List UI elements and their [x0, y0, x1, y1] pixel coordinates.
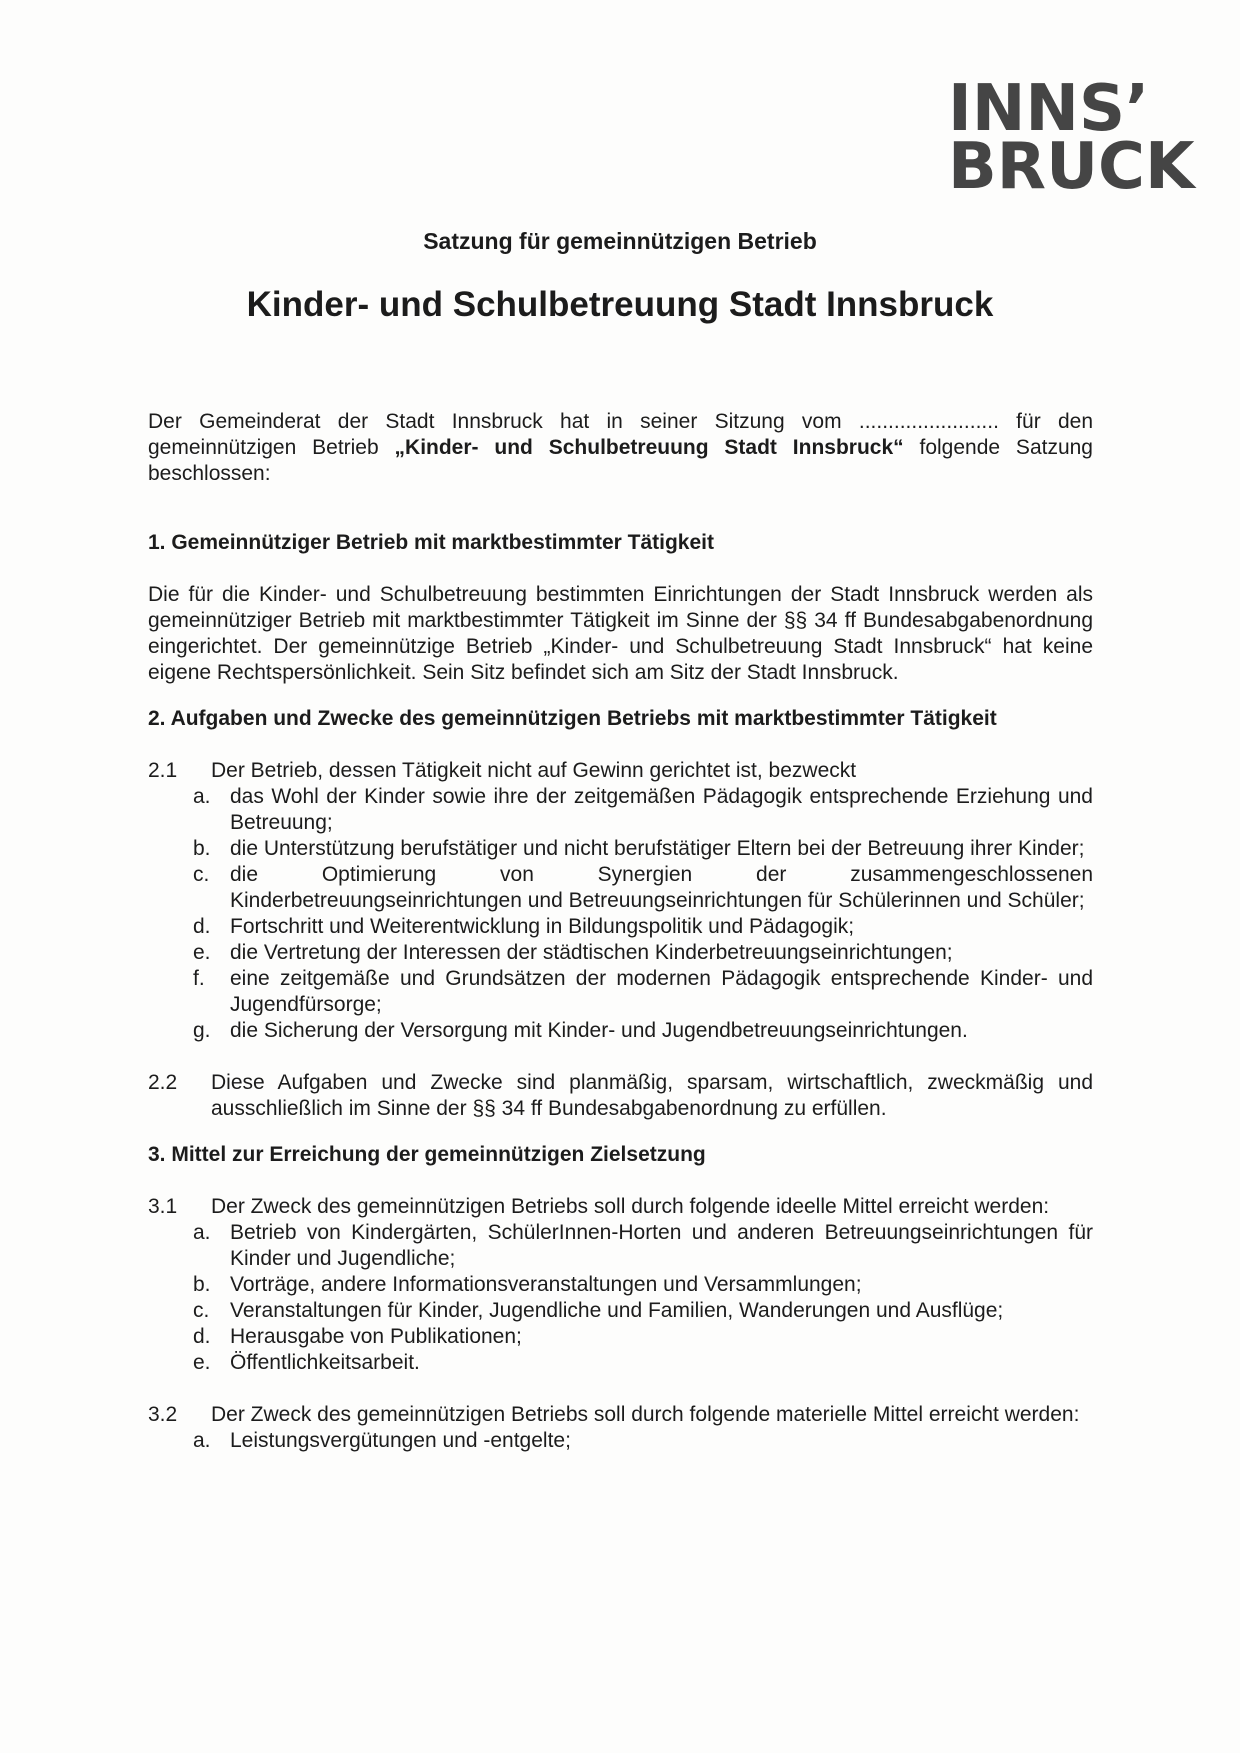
section-3-2-list — [148, 1428, 1093, 1454]
intro-text-2: folgende Satzung beschlossen: — [148, 436, 1093, 485]
list-item-text: Vorträge, andere Informationsveranstaltungen und Versammlungen; — [230, 1273, 862, 1296]
subsection-number: 3.2 — [148, 1403, 178, 1426]
logo-line-2: BRUCK — [948, 130, 1195, 204]
subsection-2-2 — [148, 1070, 1093, 1122]
list-item — [193, 940, 1093, 966]
subsection-text: Der Betrieb, dessen Tätigkeit nicht auf Gewinn gerichtet ist, bezweckt — [211, 759, 857, 782]
subsection-number: 2.2 — [148, 1071, 178, 1094]
section-1-heading: 1. Gemeinnütziger Betrieb mit marktbestimmter Tätigkeit — [148, 531, 714, 554]
list-item — [193, 914, 1093, 940]
subsection-2-1 — [148, 758, 1093, 784]
list-marker: e. — [193, 941, 211, 964]
subsection-text: Der Zweck des gemeinnützigen Betriebs soll durch folgende ideelle Mittel erreicht werden: — [211, 1195, 1050, 1218]
subsection-text: Der Zweck des gemeinnützigen Betriebs soll durch folgende materielle Mittel erreicht werden: — [211, 1403, 1080, 1426]
list-marker: g. — [193, 1019, 211, 1042]
subsection-number: 3.1 — [148, 1195, 178, 1218]
list-item — [193, 1324, 1093, 1350]
list-item — [193, 1350, 1093, 1376]
list-item-text: Fortschritt und Weiterentwicklung in Bildungspolitik und Pädagogik; — [230, 915, 855, 938]
list-item — [193, 1220, 1093, 1272]
list-item — [193, 836, 1093, 862]
list-item-text: die Unterstützung berufstätiger und nicht berufstätiger Eltern bei der Betreuung ihrer Kinder; — [230, 837, 1085, 860]
list-marker: d. — [193, 915, 211, 938]
list-item — [193, 784, 1093, 836]
list-item-text: Leistungsvergütungen und -entgelte; — [230, 1429, 571, 1452]
subsection-3-2 — [148, 1402, 1093, 1428]
section-3-1-list — [148, 1220, 1093, 1376]
list-marker: e. — [193, 1351, 211, 1374]
list-item-text: die Sicherung der Versorgung mit Kinder- und Jugendbetreuungseinrichtungen. — [230, 1019, 968, 1042]
list-marker: b. — [193, 1273, 211, 1296]
list-marker: c. — [193, 1299, 210, 1322]
document-body — [148, 409, 1093, 1454]
list-item-text: eine zeitgemäße und Grundsätzen der modernen Pädagogik entsprechende Kinder- und Jugendfürsorge; — [230, 967, 1093, 1016]
list-marker: a. — [193, 1429, 211, 1452]
list-item — [193, 1272, 1093, 1298]
intro-bold-name: „Kinder- und Schulbetreuung Stadt Innsbruck“ — [394, 436, 904, 459]
list-marker: b. — [193, 837, 211, 860]
list-item — [193, 862, 1093, 914]
list-marker: f. — [193, 967, 205, 990]
section-1-text: Die für die Kinder- und Schulbetreuung bestimmten Einrichtungen der Stadt Innsbruck werden als gemeinnütziger Betrieb mit marktbestimmter Tätigkeit im Sinne der §§ 34 ff Bundesabgabenordnung eingerichtet. Der gemeinnützige Betrieb „Kinder- und Schulbetreuung Stadt Innsbruck“ hat keine eigene Rechtspersönlichkeit. Sein Sitz befindet sich am Sitz der Stadt Innsbruck. — [148, 583, 1093, 684]
subsection-number: 2.1 — [148, 759, 178, 782]
document-title: Kinder- und Schulbetreuung Stadt Innsbruck — [246, 285, 994, 324]
section-2-1-list — [148, 784, 1093, 1044]
list-item — [193, 966, 1093, 1018]
section-3-heading: 3. Mittel zur Erreichung der gemeinnützigen Zielsetzung — [148, 1143, 706, 1166]
list-marker: a. — [193, 1221, 211, 1244]
logo-line-1: INNS’ — [948, 72, 1150, 146]
intro-text-1: Der Gemeinderat der Stadt Innsbruck hat in seiner Sitzung vom ........................ für den gemeinnützigen Betrieb — [148, 410, 1093, 459]
list-item — [193, 1298, 1093, 1324]
list-marker: d. — [193, 1325, 211, 1348]
list-marker: a. — [193, 785, 211, 808]
list-item-text: Öffentlichkeitsarbeit. — [230, 1351, 420, 1374]
intro-paragraph — [148, 409, 1093, 487]
innsbruck-logo — [948, 72, 1195, 204]
section-2-heading: 2. Aufgaben und Zwecke des gemeinnützigen Betriebs mit marktbestimmter Tätigkeit — [148, 707, 997, 730]
subsection-3-1 — [148, 1194, 1093, 1220]
list-item-text: das Wohl der Kinder sowie ihre der zeitgemäßen Pädagogik entsprechende Erziehung und Betreuung; — [230, 785, 1093, 834]
list-item — [193, 1018, 1093, 1044]
list-item-text: Herausgabe von Publikationen; — [230, 1325, 522, 1348]
list-item-text: Veranstaltungen für Kinder, Jugendliche und Familien, Wanderungen und Ausflüge; — [230, 1299, 1004, 1322]
list-item-text: die Optimierung von Synergien der zusammengeschlossenen Kinderbetreuungseinrichtungen und Betreuungseinrichtungen für Schülerinnen und Schüler; — [230, 863, 1093, 912]
document-subtitle: Satzung für gemeinnützigen Betrieb — [423, 228, 817, 254]
list-item — [193, 1428, 1093, 1454]
list-item-text: die Vertretung der Interessen der städtischen Kinderbetreuungseinrichtungen; — [230, 941, 953, 964]
subsection-text: Diese Aufgaben und Zwecke sind planmäßig, sparsam, wirtschaftlich, zweckmäßig und ausschließlich im Sinne der §§ 34 ff Bundesabgabenordnung zu erfüllen. — [211, 1071, 1093, 1120]
list-item-text: Betrieb von Kindergärten, SchülerInnen-Horten und anderen Betreuungseinrichtungen für Kinder und Jugendliche; — [230, 1221, 1093, 1270]
list-marker: c. — [193, 863, 210, 886]
